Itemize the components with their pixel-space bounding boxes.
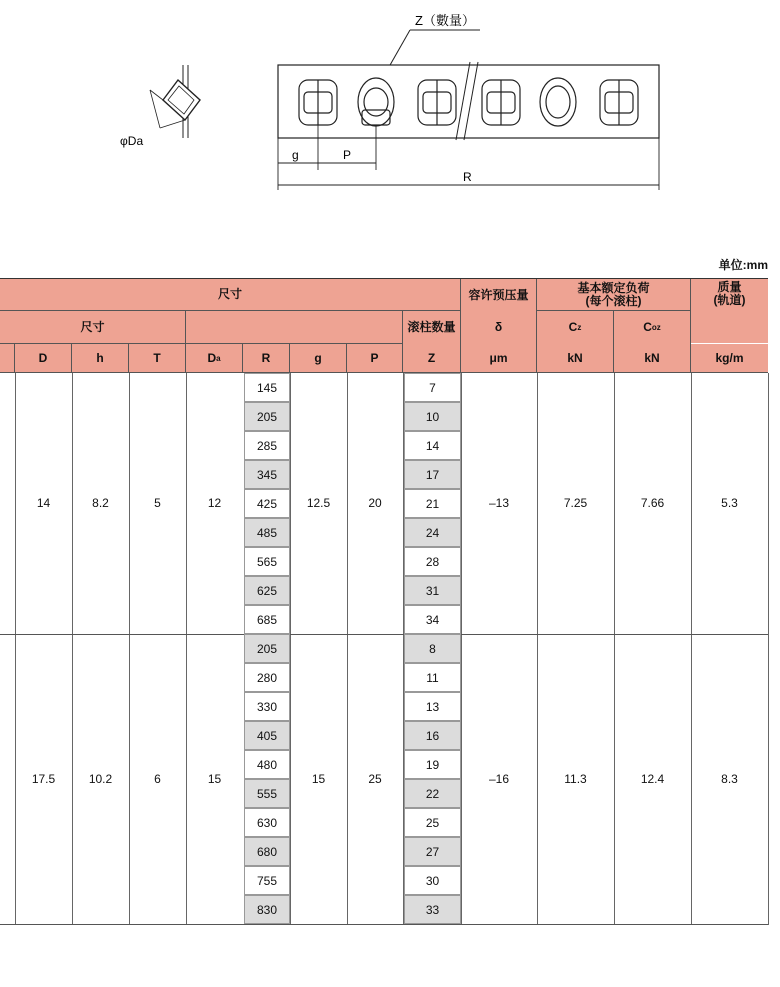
group1-p: 20 xyxy=(368,496,382,510)
col-h: h xyxy=(72,344,129,373)
p-dimension-label: P xyxy=(343,148,352,162)
r-cell: 485 xyxy=(244,518,290,547)
group2-delta: –16 xyxy=(488,771,510,786)
roller-diameter-label: φDa xyxy=(120,134,144,148)
col-t: T xyxy=(129,344,186,373)
col-blank xyxy=(0,344,15,373)
col-da: D a xyxy=(186,344,243,373)
roller-count-header: 滚柱数量 xyxy=(403,311,461,344)
z-cell: 13 xyxy=(404,692,461,721)
r-cell: 425 xyxy=(244,489,290,518)
r-cell: 405 xyxy=(244,721,290,750)
dimensions-sub-header: 尺寸 xyxy=(0,311,186,344)
r-cell: 755 xyxy=(244,866,290,895)
dimensions-header: 尺寸 xyxy=(0,279,461,311)
preload-header: 容许预压量 xyxy=(461,279,537,311)
group1-t: 5 xyxy=(154,496,161,510)
roller-side-view xyxy=(150,65,200,138)
z-cell: 16 xyxy=(404,721,461,750)
r-cell: 480 xyxy=(244,750,290,779)
group1-cz: 7.25 xyxy=(563,496,588,510)
col-um: μm xyxy=(461,344,537,373)
group2-coz: 12.4 xyxy=(640,771,665,786)
r-cell: 285 xyxy=(244,431,290,460)
group1-d: 14 xyxy=(36,496,51,510)
group1-delta: –13 xyxy=(488,496,510,510)
z-cell: 11 xyxy=(404,663,461,692)
r-cell: 205 xyxy=(244,402,290,431)
r-cell: 330 xyxy=(244,692,290,721)
group2-g: 15 xyxy=(311,771,326,786)
r-cell: 280 xyxy=(244,663,290,692)
r-cell: 205 xyxy=(244,634,290,663)
blank-sub-header xyxy=(186,311,403,344)
z-cell: 34 xyxy=(404,605,461,634)
col-z: Z xyxy=(403,344,461,373)
z-cell: 17 xyxy=(404,460,461,489)
z-cell: 22 xyxy=(404,779,461,808)
delta-header: δ xyxy=(461,311,537,344)
col-r: R xyxy=(243,344,290,373)
col-d: D xyxy=(15,344,72,373)
z-cell: 30 xyxy=(404,866,461,895)
r-cell: 625 xyxy=(244,576,290,605)
r-cell: 685 xyxy=(244,605,290,634)
group1-g: 12.5 xyxy=(306,496,331,510)
r-cell: 630 xyxy=(244,808,290,837)
unit-label: 单位:mm xyxy=(718,258,768,272)
group2-mass: 8.3 xyxy=(721,771,738,786)
r-cell: 565 xyxy=(244,547,290,576)
z-cell: 27 xyxy=(404,837,461,866)
z-cell: 31 xyxy=(404,576,461,605)
group1-mass: 5.3 xyxy=(721,496,738,510)
group2-h: 10.2 xyxy=(88,771,113,786)
z-cell: 7 xyxy=(404,373,461,402)
r-cell: 555 xyxy=(244,779,290,808)
col-kn-2: kN xyxy=(614,344,691,373)
roller-1 xyxy=(299,80,337,125)
g-dimension-label: g xyxy=(292,148,299,162)
roller-cage-diagram xyxy=(0,0,780,240)
roller-5 xyxy=(540,78,576,126)
group2-t: 6 xyxy=(154,771,161,786)
cz-header: C z xyxy=(537,311,614,344)
r-cell: 345 xyxy=(244,460,290,489)
col-g: g xyxy=(290,344,347,373)
r-cell: 145 xyxy=(244,373,290,402)
col-p: P xyxy=(347,344,403,373)
r-cell: 830 xyxy=(244,895,290,924)
roller-2 xyxy=(358,78,394,126)
r-dimension-label: R xyxy=(463,170,472,184)
z-cell: 33 xyxy=(404,895,461,924)
z-count-label: Z（數量） xyxy=(415,13,475,28)
coz-header: C oz xyxy=(614,311,691,344)
mass-header: 质量 (轨道) xyxy=(691,279,768,343)
z-cell: 24 xyxy=(404,518,461,547)
group1-h: 8.2 xyxy=(92,496,109,510)
group1-coz: 7.66 xyxy=(640,496,665,510)
group2-cz: 11.3 xyxy=(564,771,587,786)
group2-da: 15 xyxy=(207,771,222,786)
group2-p: 25 xyxy=(368,771,382,786)
z-cell: 19 xyxy=(404,750,461,779)
r-cell: 680 xyxy=(244,837,290,866)
z-cell: 8 xyxy=(404,634,461,663)
z-cell: 10 xyxy=(404,402,461,431)
z-cell: 28 xyxy=(404,547,461,576)
group1-da: 12 xyxy=(207,496,222,510)
col-kgm: kg/m xyxy=(691,344,768,373)
z-cell: 21 xyxy=(404,489,461,518)
roller-6 xyxy=(600,80,638,125)
roller-3 xyxy=(418,80,456,125)
z-cell: 14 xyxy=(404,431,461,460)
load-rating-header: 基本额定负荷 (每个滚柱) xyxy=(537,279,691,311)
group2-d: 17.5 xyxy=(31,771,56,786)
z-cell: 25 xyxy=(404,808,461,837)
roller-4 xyxy=(482,80,520,125)
col-kn-1: kN xyxy=(537,344,614,373)
